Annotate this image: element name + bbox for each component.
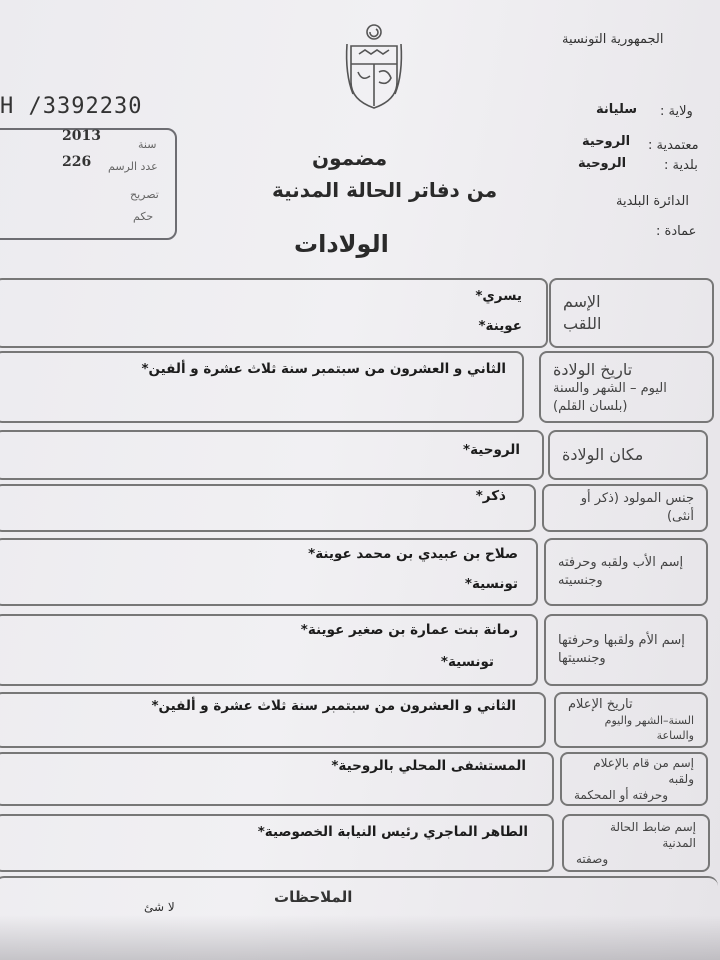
delegation-value: الروحية [582,134,631,149]
father-label: إسم الأب ولقبه وحرفته [558,555,684,571]
value-cell [0,351,524,423]
notes-label: الملاحظات [274,888,353,906]
value-cell [0,278,548,348]
label-cell [554,692,708,748]
father-name-value: صلاح بن عبيدي بن محمد عوينة* [308,546,518,562]
label-cell [544,614,708,686]
value-cell [0,692,546,748]
surname-label: اللقب [563,314,602,333]
declaration-date-value: الثاني و العشرون من سبتمبر سنة ثلاث عشرة و ألفين* [151,698,516,714]
value-cell [0,484,536,532]
declarant-value: المستشفى المحلي بالروحية* [331,758,526,774]
table-row [0,278,714,348]
register-judgment-label: حكم [133,210,154,223]
notes-value: لا شئ [144,900,175,914]
civil-officer-label: إسم ضابط الحالة المدنية [609,819,696,850]
declarant-label: إسم من قام بالإعلام ولقبه [593,755,694,786]
declaration-date-label: تاريخ الإعلام [568,697,633,713]
municipality-label: بلدية : [664,158,698,173]
birth-place-value: الروحية* [463,442,520,458]
label-cell [542,484,708,532]
page-shadow [0,915,720,960]
label-cell [539,351,714,423]
tunisia-coat-of-arms-emblem [343,22,405,112]
value-cell [0,430,544,480]
father-nationality-label: وجنسيته [558,573,603,588]
first-name-value: يسري* [475,288,522,304]
birth-date-value: الثاني و العشرون من سبتمبر سنة ثلاث عشرة و ألفين* [141,361,506,377]
municipality-value: الروحية [578,156,627,171]
civil-officer-sublabel: وصفته [576,852,609,867]
table-row [0,814,714,872]
table-row [0,614,714,686]
table-row [0,430,714,480]
mother-nationality-value: تونسية* [440,654,494,670]
declarant-sublabel: وحرفته أو المحكمة [574,788,669,803]
document-serial-number: H /3392230 [0,94,143,119]
value-cell [0,814,554,872]
sex-value: ذكر* [475,488,506,504]
sex-label: جنس المولود (ذكر أو أنثى) [580,491,694,524]
table-row [0,351,714,423]
title-civil-status-registers: من دفاتر الحالة المدنية [272,178,498,202]
birth-date-note-label: (بلسان القلم) [553,398,628,414]
birth-date-label: تاريخ الولادة [553,359,633,379]
register-number-value: 226 [62,154,92,170]
register-declaration-label: تصريح [130,188,159,201]
table-row [0,538,714,606]
register-year-value: 2013 [62,128,101,144]
birth-place-label: مكان الولادة [562,445,644,465]
civil-officer-value: الطاهر الماجري رئيس النيابة الخصوصية* [257,824,528,840]
wilaya-label: ولاية : [660,104,693,119]
table-row [0,752,714,806]
table-row [0,692,714,748]
wilaya-value: سليانة [596,102,638,117]
label-cell [562,814,710,872]
declaration-date-sublabel: السنة–الشهر واليوم والساعة [604,713,694,742]
republic-heading: الجمهورية التونسية [562,32,664,47]
title-summary: مضمون [312,146,388,170]
register-year-label: سنة [138,138,157,151]
mother-nationality-label: وجنسيتها [558,651,606,666]
value-cell [0,614,538,686]
register-box [0,128,177,240]
value-cell [0,752,554,806]
delegation-label: معتمدية : [648,138,699,153]
father-nationality-value: تونسية* [464,576,518,592]
value-cell [0,538,538,606]
mother-name-value: رمانة بنت عمارة بن صغير عوينة* [300,622,518,638]
label-cell [548,430,708,480]
register-number-label: عدد الرسم [108,160,158,173]
municipal-district-label: الدائرة البلدية [616,194,689,209]
label-cell [560,752,708,806]
birth-date-sublabel: اليوم – الشهر والسنة [553,381,667,397]
label-cell [549,278,714,348]
imada-label: عمادة : [656,224,697,239]
label-cell [544,538,708,606]
surname-value: عوينة* [478,318,522,334]
title-births: الولادات [294,230,389,258]
table-row [0,484,714,532]
first-name-label: الإسم [563,292,601,312]
mother-label: إسم الأم ولقبها وحرفتها [558,633,685,649]
